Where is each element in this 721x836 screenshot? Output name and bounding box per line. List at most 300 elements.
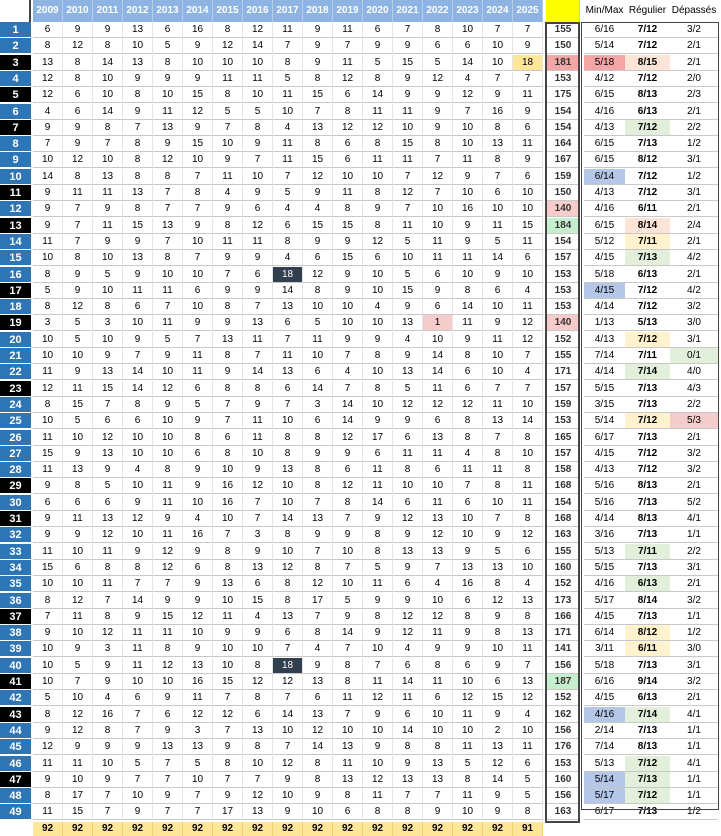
minmax-cell[interactable]: 3/16 xyxy=(584,527,625,543)
data-cell[interactable]: 14 xyxy=(333,413,363,429)
data-cell[interactable]: 5 xyxy=(483,544,513,560)
data-cell[interactable]: 4 xyxy=(513,576,543,592)
data-cell[interactable]: 6 xyxy=(93,413,123,429)
data-cell[interactable]: 8 xyxy=(123,397,153,413)
regulier-cell[interactable]: 7/14 xyxy=(625,707,670,723)
minmax-header[interactable]: Min/Max xyxy=(585,5,624,16)
data-cell[interactable]: 6 xyxy=(243,707,273,723)
data-cell[interactable]: 6 xyxy=(333,87,363,103)
data-cell[interactable]: 6 xyxy=(123,413,153,429)
depasses-cell[interactable]: 3/0 xyxy=(670,641,718,657)
data-cell[interactable]: 11 xyxy=(453,152,483,168)
depasses-cell[interactable]: 1/2 xyxy=(670,625,718,641)
data-cell[interactable]: 6 xyxy=(333,152,363,168)
regulier-cell[interactable]: 7/12 xyxy=(625,22,670,38)
total-cell[interactable]: 140 xyxy=(546,201,580,217)
data-cell[interactable]: 11 xyxy=(393,152,423,168)
data-cell[interactable]: 14 xyxy=(303,739,333,755)
minmax-cell[interactable]: 5/16 xyxy=(584,495,625,511)
total-cell[interactable]: 157 xyxy=(546,250,580,266)
total-cell[interactable]: 152 xyxy=(546,332,580,348)
data-cell[interactable]: 11 xyxy=(423,446,453,462)
data-cell[interactable]: 15 xyxy=(333,250,363,266)
data-cell[interactable]: 7 xyxy=(213,267,243,283)
data-cell[interactable]: 10 xyxy=(63,430,93,446)
data-cell[interactable]: 11 xyxy=(423,381,453,397)
data-cell[interactable]: 3 xyxy=(183,723,213,739)
data-cell[interactable]: 8 xyxy=(213,87,243,103)
data-cell[interactable]: 10 xyxy=(483,641,513,657)
data-cell[interactable]: 16 xyxy=(213,478,243,494)
data-cell[interactable]: 8 xyxy=(153,55,183,71)
data-cell[interactable]: 9 xyxy=(333,609,363,625)
data-cell[interactable]: 15 xyxy=(303,218,333,234)
regulier-cell[interactable]: 8/13 xyxy=(625,739,670,755)
data-cell[interactable]: 15 xyxy=(483,690,513,706)
data-cell[interactable]: 7 xyxy=(63,218,93,234)
data-cell[interactable]: 14 xyxy=(393,723,423,739)
data-cell[interactable]: 5 xyxy=(453,756,483,772)
data-cell[interactable]: 17 xyxy=(63,788,93,804)
data-cell[interactable]: 10 xyxy=(183,299,213,315)
data-cell[interactable]: 11 xyxy=(363,576,393,592)
depasses-cell[interactable]: 3/1 xyxy=(670,152,718,168)
data-cell[interactable]: 7 xyxy=(483,511,513,527)
data-cell[interactable]: 7 xyxy=(213,690,243,706)
minmax-cell[interactable]: 5/12 xyxy=(584,234,625,250)
data-cell[interactable]: 9 xyxy=(363,38,393,54)
data-cell[interactable]: 8 xyxy=(273,430,303,446)
data-cell[interactable]: 12 xyxy=(33,71,63,87)
data-cell[interactable]: 6 xyxy=(513,756,543,772)
minmax-cell[interactable]: 4/15 xyxy=(584,250,625,266)
data-cell[interactable]: 6 xyxy=(153,707,183,723)
data-cell[interactable]: 10 xyxy=(423,707,453,723)
data-cell[interactable]: 9 xyxy=(153,71,183,87)
data-cell[interactable]: 8 xyxy=(363,381,393,397)
row-number[interactable]: 4 xyxy=(0,71,31,87)
data-cell[interactable]: 7 xyxy=(243,772,273,788)
data-cell[interactable]: 7 xyxy=(93,593,123,609)
data-cell[interactable]: 10 xyxy=(513,201,543,217)
data-cell[interactable]: 10 xyxy=(123,478,153,494)
data-cell[interactable]: 9 xyxy=(93,348,123,364)
data-cell[interactable]: 7 xyxy=(273,641,303,657)
row-number[interactable]: 21 xyxy=(0,348,31,364)
data-cell[interactable]: 10 xyxy=(273,495,303,511)
data-cell[interactable]: 8 xyxy=(123,152,153,168)
footer-count-cell[interactable]: 92 xyxy=(123,822,153,836)
data-cell[interactable]: 6 xyxy=(453,495,483,511)
minmax-cell[interactable]: 4/16 xyxy=(584,707,625,723)
data-cell[interactable]: 10 xyxy=(453,511,483,527)
minmax-cell[interactable]: 5/13 xyxy=(584,756,625,772)
data-cell[interactable]: 9 xyxy=(363,739,393,755)
data-cell[interactable]: 10 xyxy=(393,478,423,494)
data-cell[interactable]: 11 xyxy=(363,788,393,804)
data-cell[interactable]: 12 xyxy=(153,381,183,397)
data-cell[interactable]: 4 xyxy=(513,283,543,299)
data-cell[interactable]: 4 xyxy=(213,185,243,201)
data-cell[interactable]: 10 xyxy=(333,576,363,592)
total-cell[interactable]: 158 xyxy=(546,462,580,478)
data-cell[interactable]: 7 xyxy=(333,641,363,657)
data-cell[interactable]: 8 xyxy=(33,707,63,723)
data-cell[interactable]: 11 xyxy=(513,87,543,103)
data-cell[interactable]: 9 xyxy=(243,462,273,478)
data-cell[interactable]: 8 xyxy=(513,462,543,478)
minmax-cell[interactable]: 5/18 xyxy=(584,55,625,71)
data-cell[interactable]: 7 xyxy=(243,152,273,168)
regulier-cell[interactable]: 7/13 xyxy=(625,527,670,543)
data-cell[interactable]: 5 xyxy=(123,756,153,772)
data-cell[interactable]: 10 xyxy=(33,674,63,690)
data-cell[interactable]: 14 xyxy=(483,772,513,788)
data-cell[interactable]: 7 xyxy=(513,22,543,38)
data-cell[interactable]: 9 xyxy=(123,739,153,755)
data-cell[interactable]: 7 xyxy=(243,348,273,364)
data-cell[interactable]: 13 xyxy=(123,250,153,266)
data-cell[interactable]: 15 xyxy=(303,152,333,168)
row-number[interactable]: 15 xyxy=(0,250,31,266)
data-cell[interactable]: 14 xyxy=(33,169,63,185)
data-cell[interactable]: 4 xyxy=(243,609,273,625)
data-cell[interactable]: 7 xyxy=(363,658,393,674)
data-cell[interactable]: 17 xyxy=(303,593,333,609)
depasses-cell[interactable]: 3/1 xyxy=(670,185,718,201)
data-cell[interactable]: 9 xyxy=(243,397,273,413)
data-cell[interactable]: 10 xyxy=(183,625,213,641)
row-number[interactable]: 16 xyxy=(0,267,31,283)
data-cell[interactable]: 11 xyxy=(453,739,483,755)
data-cell[interactable]: 12 xyxy=(483,593,513,609)
data-cell[interactable]: 7 xyxy=(123,707,153,723)
minmax-cell[interactable]: 5/18 xyxy=(584,658,625,674)
data-cell[interactable]: 11 xyxy=(363,462,393,478)
data-cell[interactable]: 3 xyxy=(243,527,273,543)
data-cell[interactable]: 10 xyxy=(123,315,153,331)
data-cell[interactable]: 11 xyxy=(513,299,543,315)
row-number[interactable]: 40 xyxy=(0,658,31,674)
depasses-cell[interactable]: 3/2 xyxy=(670,22,718,38)
data-cell[interactable]: 6 xyxy=(363,250,393,266)
total-cell[interactable]: 157 xyxy=(546,381,580,397)
data-cell[interactable]: 11 xyxy=(273,87,303,103)
depasses-cell[interactable]: 2/3 xyxy=(670,87,718,103)
data-cell[interactable]: 12 xyxy=(33,381,63,397)
data-cell[interactable]: 8 xyxy=(423,136,453,152)
data-cell[interactable]: 6 xyxy=(33,22,63,38)
depasses-cell[interactable]: 2/1 xyxy=(670,430,718,446)
data-cell[interactable]: 13 xyxy=(393,544,423,560)
data-cell[interactable]: 7 xyxy=(423,185,453,201)
data-cell[interactable]: 11 xyxy=(33,364,63,380)
row-number[interactable]: 18 xyxy=(0,299,31,315)
data-cell[interactable]: 8 xyxy=(63,169,93,185)
data-cell[interactable]: 13 xyxy=(423,756,453,772)
minmax-cell[interactable]: 5/15 xyxy=(584,381,625,397)
data-cell[interactable]: 8 xyxy=(453,413,483,429)
data-cell[interactable]: 9 xyxy=(153,511,183,527)
depasses-cell[interactable]: 3/0 xyxy=(670,315,718,331)
data-cell[interactable]: 7 xyxy=(123,723,153,739)
data-cell[interactable]: 9 xyxy=(153,690,183,706)
data-cell[interactable]: 9 xyxy=(483,788,513,804)
footer-count-cell[interactable]: 92 xyxy=(33,822,63,836)
data-cell[interactable]: 8 xyxy=(303,283,333,299)
data-cell[interactable]: 6 xyxy=(453,658,483,674)
data-cell[interactable]: 12 xyxy=(333,478,363,494)
data-cell[interactable]: 5 xyxy=(93,267,123,283)
data-cell[interactable]: 9 xyxy=(213,201,243,217)
data-cell[interactable]: 7 xyxy=(213,772,243,788)
data-cell[interactable]: 10 xyxy=(273,788,303,804)
data-cell[interactable]: 6 xyxy=(93,495,123,511)
data-cell[interactable]: 8 xyxy=(273,527,303,543)
depasses-cell[interactable]: 1/1 xyxy=(670,739,718,755)
minmax-cell[interactable]: 4/14 xyxy=(584,299,625,315)
footer-count-cell[interactable]: 92 xyxy=(333,822,363,836)
row-number[interactable]: 8 xyxy=(0,136,31,152)
data-cell[interactable]: 7 xyxy=(483,381,513,397)
data-cell[interactable]: 9 xyxy=(273,804,303,820)
data-cell[interactable]: 11 xyxy=(453,250,483,266)
data-cell[interactable]: 7 xyxy=(423,560,453,576)
data-cell[interactable]: 8 xyxy=(513,804,543,820)
data-cell[interactable]: 11 xyxy=(93,218,123,234)
data-cell[interactable]: 7 xyxy=(273,397,303,413)
data-cell[interactable]: 10 xyxy=(213,658,243,674)
data-cell[interactable]: 6 xyxy=(393,576,423,592)
data-cell[interactable]: 11 xyxy=(453,788,483,804)
minmax-cell[interactable]: 3/11 xyxy=(584,641,625,657)
regulier-cell[interactable]: 7/13 xyxy=(625,658,670,674)
regulier-cell[interactable]: 8/13 xyxy=(625,511,670,527)
data-cell[interactable]: 11 xyxy=(423,495,453,511)
data-cell[interactable]: 14 xyxy=(303,381,333,397)
depasses-cell[interactable]: 4/0 xyxy=(670,364,718,380)
data-cell[interactable]: 11 xyxy=(243,430,273,446)
data-cell[interactable]: 10 xyxy=(513,397,543,413)
data-cell[interactable]: 9 xyxy=(213,152,243,168)
regulier-cell[interactable]: 7/13 xyxy=(625,397,670,413)
data-cell[interactable]: 8 xyxy=(213,756,243,772)
total-header[interactable] xyxy=(546,0,580,22)
minmax-cell[interactable]: 5/17 xyxy=(584,593,625,609)
row-number[interactable]: 26 xyxy=(0,430,31,446)
depasses-cell[interactable]: 1/1 xyxy=(670,527,718,543)
data-cell[interactable]: 6 xyxy=(363,446,393,462)
data-cell[interactable]: 16 xyxy=(213,495,243,511)
data-cell[interactable]: 10 xyxy=(213,462,243,478)
total-cell[interactable]: 155 xyxy=(546,22,580,38)
data-cell[interactable]: 9 xyxy=(33,527,63,543)
data-cell[interactable]: 12 xyxy=(333,430,363,446)
footer-count-cell[interactable]: 92 xyxy=(243,822,273,836)
data-cell[interactable]: 11 xyxy=(63,511,93,527)
row-number[interactable]: 9 xyxy=(0,152,31,168)
data-cell[interactable]: 5 xyxy=(153,332,183,348)
depasses-cell[interactable]: 2/1 xyxy=(670,55,718,71)
data-cell[interactable]: 11 xyxy=(123,658,153,674)
data-cell[interactable]: 9 xyxy=(303,38,333,54)
data-cell[interactable]: 10 xyxy=(183,55,213,71)
data-cell[interactable]: 11 xyxy=(393,104,423,120)
regulier-cell[interactable]: 8/13 xyxy=(625,478,670,494)
regulier-cell[interactable]: 8/12 xyxy=(625,625,670,641)
data-cell[interactable]: 11 xyxy=(453,707,483,723)
regulier-cell[interactable]: 7/13 xyxy=(625,560,670,576)
data-cell[interactable]: 10 xyxy=(63,544,93,560)
data-cell[interactable]: 10 xyxy=(303,348,333,364)
data-cell[interactable]: 11 xyxy=(513,739,543,755)
depasses-cell[interactable]: 4/1 xyxy=(670,511,718,527)
data-cell[interactable]: 11 xyxy=(423,234,453,250)
data-cell[interactable]: 10 xyxy=(483,201,513,217)
data-cell[interactable]: 7 xyxy=(213,527,243,543)
data-cell[interactable]: 12 xyxy=(393,625,423,641)
data-cell[interactable]: 13 xyxy=(243,804,273,820)
data-cell[interactable]: 16 xyxy=(183,674,213,690)
data-cell[interactable]: 9 xyxy=(483,658,513,674)
data-cell[interactable]: 10 xyxy=(123,446,153,462)
data-cell[interactable]: 9 xyxy=(483,267,513,283)
data-cell[interactable]: 8 xyxy=(93,299,123,315)
regulier-cell[interactable]: 8/13 xyxy=(625,87,670,103)
data-cell[interactable]: 14 xyxy=(363,495,393,511)
data-cell[interactable]: 12 xyxy=(243,788,273,804)
minmax-cell[interactable]: 5/18 xyxy=(584,267,625,283)
depasses-cell[interactable]: 4/2 xyxy=(670,250,718,266)
data-cell[interactable]: 16 xyxy=(453,576,483,592)
data-cell[interactable]: 6 xyxy=(513,544,543,560)
data-cell[interactable]: 10 xyxy=(63,625,93,641)
data-cell[interactable]: 7 xyxy=(423,788,453,804)
data-cell[interactable]: 10 xyxy=(123,674,153,690)
minmax-cell[interactable]: 5/17 xyxy=(584,788,625,804)
year-header[interactable]: 2022 xyxy=(423,0,453,22)
data-cell[interactable]: 8 xyxy=(483,625,513,641)
regulier-cell[interactable]: 7/12 xyxy=(625,788,670,804)
data-cell[interactable]: 6 xyxy=(273,625,303,641)
data-cell[interactable]: 11 xyxy=(153,478,183,494)
data-cell[interactable]: 7 xyxy=(393,201,423,217)
data-cell[interactable]: 8 xyxy=(243,381,273,397)
data-cell[interactable]: 11 xyxy=(33,430,63,446)
data-cell[interactable]: 6 xyxy=(243,576,273,592)
data-cell[interactable]: 8 xyxy=(153,462,183,478)
data-cell[interactable]: 8 xyxy=(273,593,303,609)
depasses-cell[interactable]: 0/1 xyxy=(670,348,718,364)
data-cell[interactable]: 12 xyxy=(513,315,543,331)
data-cell[interactable]: 10 xyxy=(63,348,93,364)
data-cell[interactable]: 12 xyxy=(453,87,483,103)
data-cell[interactable]: 7 xyxy=(93,136,123,152)
depasses-cell[interactable]: 2/1 xyxy=(670,201,718,217)
data-cell[interactable]: 10 xyxy=(93,332,123,348)
data-cell[interactable]: 3 xyxy=(93,315,123,331)
total-cell[interactable]: 153 xyxy=(546,71,580,87)
minmax-cell[interactable]: 1/13 xyxy=(584,315,625,331)
data-cell[interactable]: 7 xyxy=(513,381,543,397)
data-cell[interactable]: 13 xyxy=(423,772,453,788)
data-cell[interactable]: 12 xyxy=(243,674,273,690)
data-cell[interactable]: 10 xyxy=(63,690,93,706)
data-cell[interactable]: 11 xyxy=(363,478,393,494)
data-cell[interactable]: 12 xyxy=(273,674,303,690)
data-cell[interactable]: 9 xyxy=(303,527,333,543)
data-cell[interactable]: 4 xyxy=(273,201,303,217)
data-cell[interactable]: 7 xyxy=(153,185,183,201)
data-cell[interactable]: 10 xyxy=(423,723,453,739)
data-cell[interactable]: 15 xyxy=(303,87,333,103)
data-cell[interactable]: 6 xyxy=(153,22,183,38)
depasses-cell[interactable]: 3/2 xyxy=(670,674,718,690)
year-header[interactable]: 2023 xyxy=(453,0,483,22)
depasses-cell[interactable]: 4/1 xyxy=(670,756,718,772)
minmax-cell[interactable]: 6/14 xyxy=(584,625,625,641)
data-cell[interactable]: 13 xyxy=(123,22,153,38)
total-cell[interactable]: 162 xyxy=(546,707,580,723)
data-cell[interactable]: 7 xyxy=(213,397,243,413)
data-cell[interactable]: 7 xyxy=(153,201,183,217)
data-cell[interactable]: 11 xyxy=(423,674,453,690)
data-cell[interactable]: 8 xyxy=(213,22,243,38)
total-cell[interactable]: 154 xyxy=(546,104,580,120)
data-cell[interactable]: 7 xyxy=(123,772,153,788)
data-cell[interactable]: 10 xyxy=(453,723,483,739)
data-cell[interactable]: 9 xyxy=(33,185,63,201)
regulier-cell[interactable]: 6/13 xyxy=(625,576,670,592)
data-cell[interactable]: 7 xyxy=(213,120,243,136)
row-number[interactable]: 46 xyxy=(0,756,31,772)
data-cell[interactable]: 8 xyxy=(93,120,123,136)
regulier-cell[interactable]: 7/12 xyxy=(625,299,670,315)
data-cell[interactable]: 9 xyxy=(393,348,423,364)
data-cell[interactable]: 9 xyxy=(213,250,243,266)
data-cell[interactable]: 9 xyxy=(213,315,243,331)
data-cell[interactable]: 9 xyxy=(483,609,513,625)
row-number[interactable]: 7 xyxy=(0,120,31,136)
minmax-cell[interactable]: 2/14 xyxy=(584,723,625,739)
depasses-cell[interactable]: 2/2 xyxy=(670,397,718,413)
data-cell[interactable]: 9 xyxy=(363,707,393,723)
regulier-cell[interactable]: 7/14 xyxy=(625,364,670,380)
data-cell[interactable]: 13 xyxy=(513,625,543,641)
data-cell[interactable]: 14 xyxy=(273,511,303,527)
data-cell[interactable]: 9 xyxy=(453,234,483,250)
data-cell[interactable]: 12 xyxy=(363,690,393,706)
data-cell[interactable]: 18 xyxy=(513,55,543,71)
data-cell[interactable]: 9 xyxy=(63,22,93,38)
data-cell[interactable]: 5 xyxy=(483,234,513,250)
data-cell[interactable]: 6 xyxy=(393,495,423,511)
data-cell[interactable]: 10 xyxy=(93,152,123,168)
data-cell[interactable]: 7 xyxy=(123,576,153,592)
data-cell[interactable]: 12 xyxy=(153,560,183,576)
data-cell[interactable]: 14 xyxy=(333,397,363,413)
total-cell[interactable]: 153 xyxy=(546,413,580,429)
data-cell[interactable]: 8 xyxy=(483,446,513,462)
data-cell[interactable]: 1 xyxy=(423,315,453,331)
year-header[interactable]: 2009 xyxy=(33,0,63,22)
data-cell[interactable]: 7 xyxy=(303,495,333,511)
data-cell[interactable]: 14 xyxy=(123,381,153,397)
row-number[interactable]: 11 xyxy=(0,185,31,201)
depasses-cell[interactable]: 1/1 xyxy=(670,772,718,788)
data-cell[interactable]: 8 xyxy=(483,576,513,592)
data-cell[interactable]: 10 xyxy=(453,22,483,38)
